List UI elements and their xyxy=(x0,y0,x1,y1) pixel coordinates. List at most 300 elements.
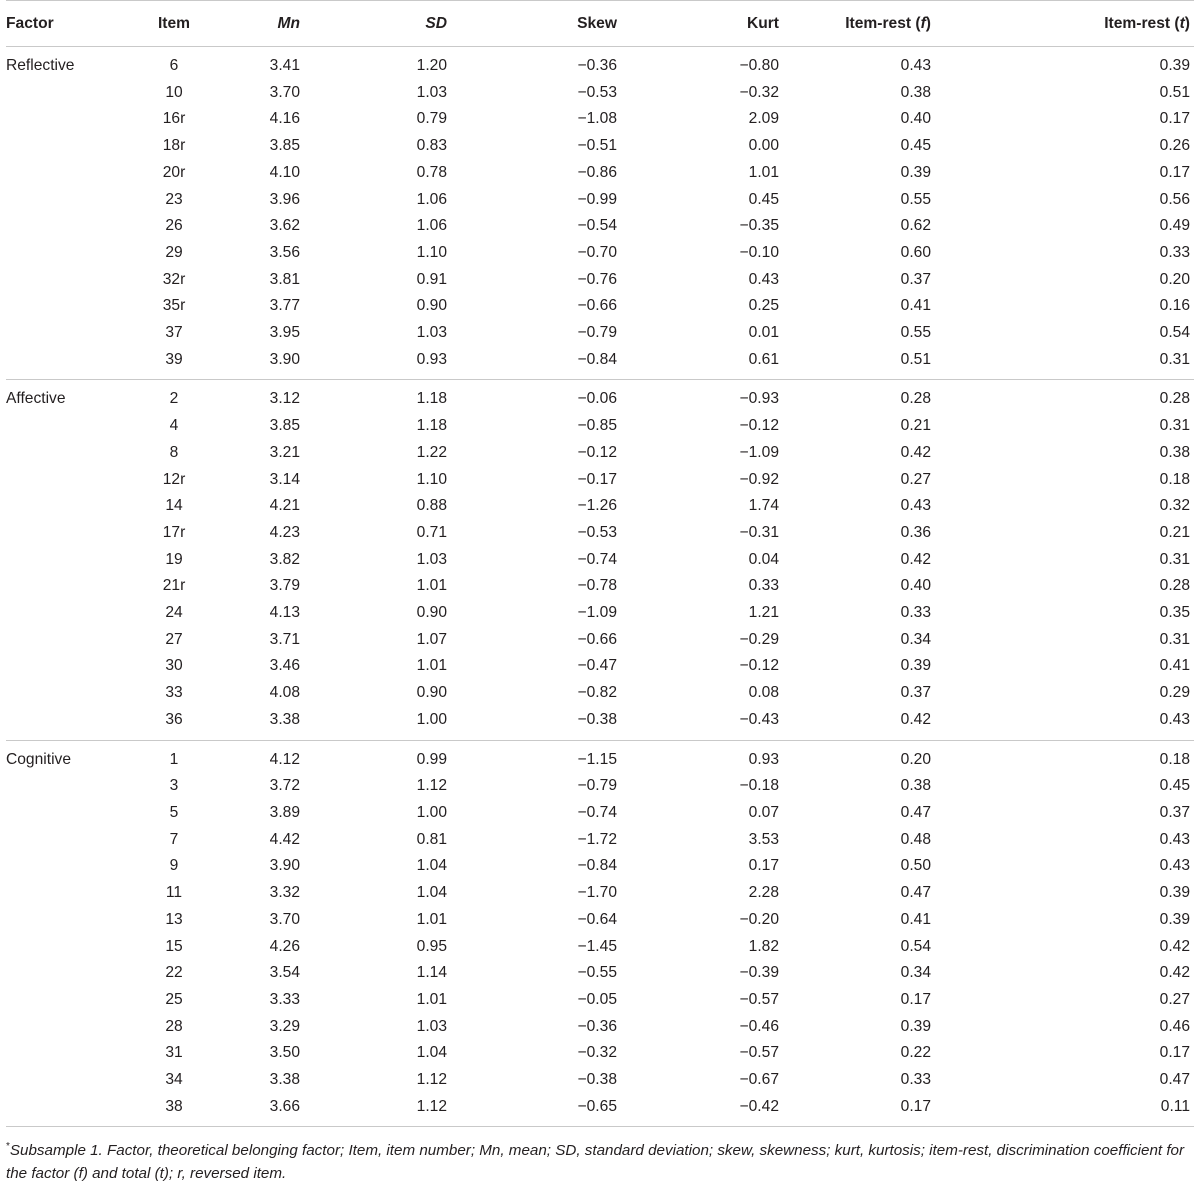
table-row xyxy=(6,680,1194,707)
cell-skew: −0.64 xyxy=(577,910,617,928)
cell-mn: 3.70 xyxy=(269,83,300,101)
table-row xyxy=(6,653,1194,680)
cell-item: 31 xyxy=(165,1044,183,1062)
cell-skew: −0.53 xyxy=(577,523,617,541)
cell-item-rest-t: 0.37 xyxy=(1159,803,1190,821)
table-row xyxy=(6,520,1194,547)
cell-mn: 4.16 xyxy=(269,110,300,128)
cell-item-rest-t: 0.45 xyxy=(1159,777,1190,795)
cell-sd: 1.12 xyxy=(416,1097,447,1115)
cell-mn: 4.13 xyxy=(269,604,300,622)
cell-kurt: −1.09 xyxy=(739,443,779,461)
cell-item: 33 xyxy=(165,684,183,702)
cell-item: 39 xyxy=(165,350,183,368)
cell-factor xyxy=(6,293,134,320)
cell-factor xyxy=(6,573,134,600)
cell-item-rest-f: 0.54 xyxy=(900,937,931,955)
cell-skew: −0.79 xyxy=(577,324,617,342)
factor-group-reflective xyxy=(6,47,1194,380)
cell-skew: −0.84 xyxy=(577,857,617,875)
cell-mn: 3.85 xyxy=(269,417,300,435)
cell-skew: −0.66 xyxy=(577,630,617,648)
cell-mn: 3.29 xyxy=(269,1017,300,1035)
cell-factor xyxy=(6,133,134,160)
cell-factor xyxy=(6,267,134,294)
cell-kurt: 0.00 xyxy=(748,137,779,155)
cell-item-rest-t: 0.29 xyxy=(1159,684,1190,702)
table-row xyxy=(6,600,1194,627)
cell-mn: 3.38 xyxy=(269,710,300,728)
cell-item-rest-f: 0.39 xyxy=(900,1017,931,1035)
table-row xyxy=(6,1067,1194,1094)
cell-item: 28 xyxy=(165,1017,183,1035)
cell-mn: 3.89 xyxy=(269,803,300,821)
cell-item: 13 xyxy=(165,910,183,928)
footnote-text: Subsample 1. Factor, theoretical belonging factor; Item, item number; Mn, mean; SD, standard deviation; skew, skewness; kurt, kurtosis; item-rest, discrimination coefficient for the factor (f) and total (t); r, reversed item. xyxy=(6,1142,1185,1183)
cell-sd: 1.03 xyxy=(416,324,447,342)
cell-factor xyxy=(6,347,134,380)
cell-skew: −0.70 xyxy=(577,243,617,261)
cell-mn: 3.14 xyxy=(269,470,300,488)
cell-mn: 3.46 xyxy=(269,657,300,675)
cell-skew: −0.12 xyxy=(577,443,617,461)
descriptive-statistics-table xyxy=(6,0,1194,1127)
cell-item-rest-t: 0.26 xyxy=(1159,137,1190,155)
cell-sd: 0.90 xyxy=(416,684,447,702)
cell-factor: Reflective xyxy=(6,57,75,74)
cell-factor xyxy=(6,1094,134,1127)
cell-factor xyxy=(6,240,134,267)
cell-kurt: −0.29 xyxy=(739,630,779,648)
cell-mn: 3.12 xyxy=(269,390,300,408)
cell-item: 4 xyxy=(169,417,179,435)
cell-item-rest-f: 0.47 xyxy=(900,803,931,821)
cell-sd: 0.79 xyxy=(416,110,447,128)
cell-skew: −0.36 xyxy=(577,1017,617,1035)
cell-item: 32r xyxy=(162,270,186,288)
cell-factor xyxy=(6,827,134,854)
cell-factor xyxy=(6,1067,134,1094)
cell-item: 22 xyxy=(165,964,183,982)
cell-item: 5 xyxy=(169,803,179,821)
table-row xyxy=(6,907,1194,934)
table-row xyxy=(6,853,1194,880)
cell-item-rest-f: 0.40 xyxy=(900,110,931,128)
table-row xyxy=(6,773,1194,800)
cell-sd: 1.03 xyxy=(416,550,447,568)
cell-factor xyxy=(6,160,134,187)
cell-item: 16r xyxy=(162,110,186,128)
cell-kurt: −0.42 xyxy=(739,1097,779,1115)
cell-skew: −0.84 xyxy=(577,350,617,368)
cell-factor xyxy=(6,680,134,707)
table-row xyxy=(6,1094,1194,1127)
header-factor: Factor xyxy=(6,1,134,47)
cell-item-rest-f: 0.37 xyxy=(900,270,931,288)
cell-item-rest-t: 0.33 xyxy=(1159,243,1190,261)
cell-mn: 4.10 xyxy=(269,163,300,181)
cell-mn: 3.62 xyxy=(269,217,300,235)
cell-item-rest-t: 0.18 xyxy=(1159,470,1190,488)
cell-factor xyxy=(6,1014,134,1041)
cell-item-rest-f: 0.43 xyxy=(900,57,931,74)
cell-item: 24 xyxy=(165,604,183,622)
cell-item-rest-f: 0.17 xyxy=(900,1097,931,1115)
header-item-rest-t-var: t xyxy=(1179,14,1185,32)
cell-factor xyxy=(6,547,134,574)
cell-factor xyxy=(6,627,134,654)
cell-factor xyxy=(6,320,134,347)
cell-skew: −0.55 xyxy=(577,964,617,982)
cell-kurt: 1.74 xyxy=(748,497,779,515)
cell-kurt: 0.25 xyxy=(748,297,779,315)
cell-item-rest-f: 0.55 xyxy=(900,324,931,342)
cell-item-rest-t: 0.27 xyxy=(1159,990,1190,1008)
cell-kurt: −0.31 xyxy=(739,523,779,541)
cell-item-rest-f: 0.42 xyxy=(900,550,931,568)
cell-item: 1 xyxy=(169,750,179,768)
cell-kurt: 0.17 xyxy=(748,857,779,875)
cell-kurt: −0.35 xyxy=(739,217,779,235)
cell-item-rest-f: 0.38 xyxy=(900,777,931,795)
cell-item-rest-t: 0.31 xyxy=(1159,417,1190,435)
cell-item-rest-f: 0.47 xyxy=(900,884,931,902)
cell-kurt: −0.39 xyxy=(739,964,779,982)
cell-item-rest-f: 0.39 xyxy=(900,657,931,675)
footnote-marker: * xyxy=(6,1141,10,1153)
cell-sd: 0.78 xyxy=(416,163,447,181)
cell-item-rest-t: 0.54 xyxy=(1159,324,1190,342)
cell-skew: −1.15 xyxy=(577,750,617,768)
cell-item-rest-t: 0.17 xyxy=(1159,1044,1190,1062)
cell-mn: 3.82 xyxy=(269,550,300,568)
cell-mn: 4.12 xyxy=(269,750,300,768)
cell-mn: 4.23 xyxy=(269,523,300,541)
cell-skew: −1.09 xyxy=(577,604,617,622)
cell-kurt: −0.67 xyxy=(739,1071,779,1089)
cell-mn: 3.54 xyxy=(269,964,300,982)
header-item-rest-f-var: f xyxy=(920,14,926,32)
cell-item-rest-f: 0.51 xyxy=(900,350,931,368)
cell-sd: 1.04 xyxy=(416,884,447,902)
cell-kurt: −0.46 xyxy=(739,1017,779,1035)
cell-sd: 1.12 xyxy=(416,777,447,795)
cell-sd: 1.01 xyxy=(416,657,447,675)
cell-item-rest-t: 0.43 xyxy=(1159,857,1190,875)
cell-sd: 0.90 xyxy=(416,604,447,622)
cell-skew: −0.36 xyxy=(577,57,617,74)
cell-factor xyxy=(6,187,134,214)
cell-item-rest-t: 0.47 xyxy=(1159,1071,1190,1089)
cell-item: 36 xyxy=(165,710,183,728)
header-sd xyxy=(352,1,488,47)
cell-item-rest-t: 0.42 xyxy=(1159,964,1190,982)
header-row xyxy=(6,1,1194,47)
cell-skew: −0.47 xyxy=(577,657,617,675)
cell-item-rest-t: 0.38 xyxy=(1159,443,1190,461)
cell-item-rest-t: 0.42 xyxy=(1159,937,1190,955)
cell-mn: 4.21 xyxy=(269,497,300,515)
cell-kurt: 1.21 xyxy=(748,604,779,622)
factor-group-cognitive xyxy=(6,740,1194,1127)
cell-kurt: −0.10 xyxy=(739,243,779,261)
cell-sd: 1.03 xyxy=(416,83,447,101)
cell-item: 6 xyxy=(169,57,179,74)
table-row xyxy=(6,187,1194,214)
cell-item: 30 xyxy=(165,657,183,675)
cell-item-rest-f: 0.22 xyxy=(900,1044,931,1062)
cell-item-rest-f: 0.43 xyxy=(900,497,931,515)
cell-mn: 3.79 xyxy=(269,577,300,595)
cell-skew: −0.17 xyxy=(577,470,617,488)
cell-skew: −0.06 xyxy=(577,390,617,408)
cell-sd: 1.00 xyxy=(416,803,447,821)
cell-kurt: 3.53 xyxy=(748,830,779,848)
cell-kurt: 1.82 xyxy=(748,937,779,955)
cell-mn: 3.66 xyxy=(269,1097,300,1115)
table-row xyxy=(6,1014,1194,1041)
table-row xyxy=(6,827,1194,854)
cell-factor xyxy=(6,467,134,494)
cell-item-rest-f: 0.17 xyxy=(900,990,931,1008)
cell-item-rest-t: 0.17 xyxy=(1159,163,1190,181)
cell-mn: 3.38 xyxy=(269,1071,300,1089)
cell-item-rest-t: 0.31 xyxy=(1159,350,1190,368)
header-item-rest-t-close: ) xyxy=(1184,14,1190,32)
cell-item-rest-f: 0.21 xyxy=(900,417,931,435)
cell-mn: 3.90 xyxy=(269,350,300,368)
table-row xyxy=(6,740,1194,773)
cell-item-rest-f: 0.39 xyxy=(900,163,931,181)
cell-item-rest-f: 0.62 xyxy=(900,217,931,235)
cell-sd: 1.14 xyxy=(416,964,447,982)
cell-item-rest-t: 0.17 xyxy=(1159,110,1190,128)
header-skew: Skew xyxy=(488,1,644,47)
cell-kurt: 0.93 xyxy=(748,750,779,768)
cell-factor xyxy=(6,520,134,547)
cell-item-rest-f: 0.38 xyxy=(900,83,931,101)
cell-kurt: −0.32 xyxy=(739,83,779,101)
cell-skew: −1.72 xyxy=(577,830,617,848)
cell-kurt: 0.07 xyxy=(748,803,779,821)
cell-sd: 0.83 xyxy=(416,137,447,155)
table-row xyxy=(6,133,1194,160)
cell-item-rest-f: 0.41 xyxy=(900,910,931,928)
cell-item-rest-f: 0.33 xyxy=(900,1071,931,1089)
table-row xyxy=(6,573,1194,600)
table-row xyxy=(6,347,1194,380)
cell-sd: 0.71 xyxy=(416,523,447,541)
cell-sd: 1.20 xyxy=(416,57,447,74)
cell-kurt: 2.09 xyxy=(748,110,779,128)
cell-item-rest-t: 0.46 xyxy=(1159,1017,1190,1035)
table-row xyxy=(6,467,1194,494)
cell-item-rest-f: 0.50 xyxy=(900,857,931,875)
cell-factor xyxy=(6,960,134,987)
table-row xyxy=(6,267,1194,294)
cell-item-rest-t: 0.31 xyxy=(1159,630,1190,648)
cell-skew: −0.74 xyxy=(577,550,617,568)
cell-skew: −0.82 xyxy=(577,684,617,702)
cell-factor xyxy=(6,773,134,800)
cell-mn: 3.32 xyxy=(269,884,300,902)
cell-item: 14 xyxy=(165,497,183,515)
cell-skew: −0.99 xyxy=(577,190,617,208)
table-row xyxy=(6,440,1194,467)
cell-item: 9 xyxy=(169,857,179,875)
cell-factor xyxy=(6,853,134,880)
table-container xyxy=(6,0,1194,1185)
cell-item-rest-f: 0.27 xyxy=(900,470,931,488)
cell-item-rest-t: 0.35 xyxy=(1159,604,1190,622)
cell-sd: 1.18 xyxy=(416,417,447,435)
cell-mn: 4.42 xyxy=(269,830,300,848)
table-row xyxy=(6,240,1194,267)
table-row xyxy=(6,960,1194,987)
cell-item-rest-t: 0.43 xyxy=(1159,830,1190,848)
cell-sd: 1.06 xyxy=(416,217,447,235)
cell-item-rest-t: 0.51 xyxy=(1159,83,1190,101)
cell-factor xyxy=(6,707,134,740)
cell-skew: −0.66 xyxy=(577,297,617,315)
cell-skew: −0.38 xyxy=(577,710,617,728)
cell-item: 19 xyxy=(165,550,183,568)
cell-mn: 3.70 xyxy=(269,910,300,928)
cell-kurt: −0.57 xyxy=(739,990,779,1008)
cell-item-rest-f: 0.45 xyxy=(900,137,931,155)
table-row xyxy=(6,880,1194,907)
cell-factor xyxy=(6,1040,134,1067)
cell-item: 27 xyxy=(165,630,183,648)
cell-item-rest-t: 0.43 xyxy=(1159,710,1190,728)
cell-factor xyxy=(6,800,134,827)
cell-item-rest-t: 0.32 xyxy=(1159,497,1190,515)
cell-mn: 3.33 xyxy=(269,990,300,1008)
cell-skew: −0.76 xyxy=(577,270,617,288)
cell-item: 10 xyxy=(165,83,183,101)
cell-item-rest-t: 0.41 xyxy=(1159,657,1190,675)
cell-item-rest-t: 0.39 xyxy=(1159,57,1190,74)
cell-kurt: −0.12 xyxy=(739,657,779,675)
table-row xyxy=(6,1040,1194,1067)
cell-item-rest-f: 0.37 xyxy=(900,684,931,702)
cell-kurt: 2.28 xyxy=(748,884,779,902)
cell-skew: −0.74 xyxy=(577,803,617,821)
cell-skew: −0.78 xyxy=(577,577,617,595)
cell-factor xyxy=(6,987,134,1014)
table-row xyxy=(6,320,1194,347)
cell-skew: −1.45 xyxy=(577,937,617,955)
table-row xyxy=(6,80,1194,107)
table-row xyxy=(6,160,1194,187)
cell-item: 20r xyxy=(162,163,186,181)
cell-item-rest-f: 0.48 xyxy=(900,830,931,848)
cell-sd: 0.93 xyxy=(416,350,447,368)
cell-mn: 3.21 xyxy=(269,443,300,461)
table-row xyxy=(6,47,1194,80)
cell-item: 11 xyxy=(165,884,183,902)
cell-kurt: 0.43 xyxy=(748,270,779,288)
cell-sd: 0.95 xyxy=(416,937,447,955)
cell-item: 8 xyxy=(169,443,179,461)
cell-sd: 1.12 xyxy=(416,1071,447,1089)
cell-kurt: −0.92 xyxy=(739,470,779,488)
cell-factor xyxy=(6,213,134,240)
cell-kurt: −0.80 xyxy=(739,57,779,74)
cell-item-rest-t: 0.11 xyxy=(1160,1097,1190,1115)
cell-item-rest-t: 0.28 xyxy=(1159,390,1190,408)
cell-sd: 0.91 xyxy=(416,270,447,288)
cell-factor xyxy=(6,80,134,107)
cell-sd: 0.99 xyxy=(416,750,447,768)
cell-skew: −1.70 xyxy=(577,884,617,902)
cell-sd: 1.01 xyxy=(416,577,447,595)
cell-item-rest-t: 0.56 xyxy=(1159,190,1190,208)
table-header xyxy=(6,1,1194,47)
cell-factor xyxy=(6,907,134,934)
cell-item: 3 xyxy=(169,777,179,795)
cell-sd: 0.90 xyxy=(416,297,447,315)
cell-item-rest-f: 0.41 xyxy=(900,297,931,315)
cell-sd: 0.88 xyxy=(416,497,447,515)
cell-item-rest-t: 0.16 xyxy=(1159,297,1190,315)
cell-mn: 3.50 xyxy=(269,1044,300,1062)
cell-item: 29 xyxy=(165,243,183,261)
header-mn xyxy=(214,1,352,47)
cell-factor: Cognitive xyxy=(6,750,72,768)
cell-factor xyxy=(6,600,134,627)
cell-item: 38 xyxy=(165,1097,183,1115)
cell-factor xyxy=(6,106,134,133)
cell-item-rest-f: 0.36 xyxy=(900,523,931,541)
cell-item: 23 xyxy=(165,190,183,208)
cell-item-rest-t: 0.39 xyxy=(1159,910,1190,928)
cell-sd: 1.06 xyxy=(416,190,447,208)
cell-skew: −0.65 xyxy=(577,1097,617,1115)
cell-item: 17r xyxy=(162,523,186,541)
cell-mn: 3.95 xyxy=(269,324,300,342)
cell-kurt: −0.18 xyxy=(739,777,779,795)
cell-kurt: 0.08 xyxy=(748,684,779,702)
cell-skew: −1.26 xyxy=(577,497,617,515)
cell-item: 15 xyxy=(165,937,183,955)
cell-item-rest-t: 0.18 xyxy=(1159,750,1190,768)
cell-factor: Affective xyxy=(6,390,66,408)
header-item-rest-f-close: ) xyxy=(925,14,931,32)
cell-mn: 4.08 xyxy=(269,684,300,702)
cell-kurt: 1.01 xyxy=(748,163,779,181)
cell-kurt: 0.61 xyxy=(748,350,779,368)
cell-sd: 1.01 xyxy=(416,990,447,1008)
table-row xyxy=(6,934,1194,961)
cell-skew: −0.51 xyxy=(577,137,617,155)
cell-item-rest-t: 0.31 xyxy=(1159,550,1190,568)
cell-factor xyxy=(6,493,134,520)
header-item: Item xyxy=(134,1,214,47)
header-kurt: Kurt xyxy=(644,1,792,47)
cell-mn: 3.71 xyxy=(269,630,300,648)
cell-item: 25 xyxy=(165,990,183,1008)
cell-mn: 3.96 xyxy=(269,190,300,208)
table-row xyxy=(6,106,1194,133)
cell-kurt: 0.04 xyxy=(748,550,779,568)
table-row xyxy=(6,493,1194,520)
cell-sd: 1.10 xyxy=(416,243,447,261)
cell-item-rest-t: 0.20 xyxy=(1159,270,1190,288)
cell-kurt: 0.01 xyxy=(748,324,779,342)
cell-item-rest-t: 0.39 xyxy=(1159,884,1190,902)
cell-mn: 3.56 xyxy=(269,243,300,261)
